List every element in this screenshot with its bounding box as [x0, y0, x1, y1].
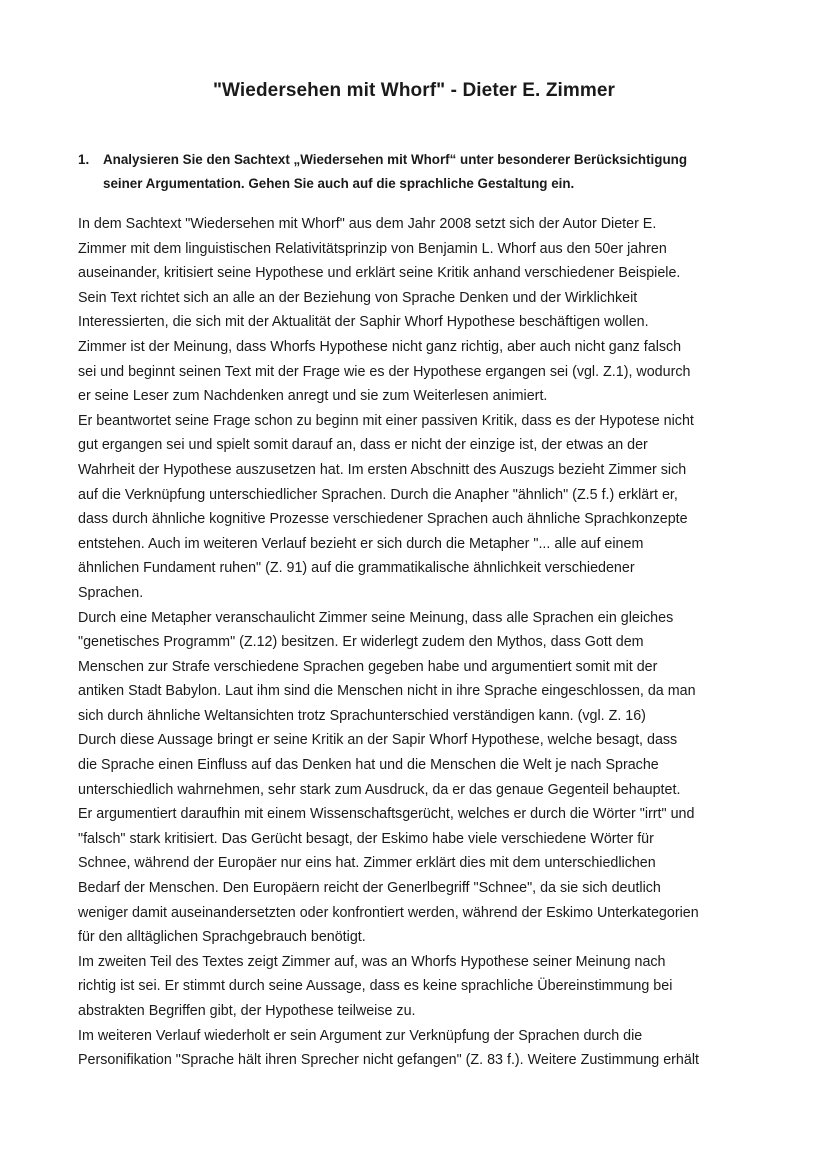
body-line: entstehen. Auch im weiteren Verlauf bezieht er sich durch die Metapher "... alle auf einem — [78, 535, 644, 552]
body-line: er seine Leser zum Nachdenken anregt und sie zum Weiterlesen animiert. — [78, 388, 548, 405]
body-line: sei und beginnt seinen Text mit der Frage wie es der Hypothese ergangen sei (vgl. Z.1), wodurch — [78, 363, 691, 380]
body-line: Im weiteren Verlauf wiederholt er sein Argument zur Verknüpfung der Sprachen durch die — [78, 1027, 643, 1044]
body-line: "genetisches Programm" (Z.12) besitzen. Er widerlegt zudem den Mythos, dass Gott dem — [78, 634, 644, 651]
body-line: Durch diese Aussage bringt er seine Kritik an der Sapir Whorf Hypothese, welche besagt, dass — [78, 732, 678, 749]
body-line: Menschen zur Strafe verschiedene Sprachen gegeben habe und argumentiert somit mit der — [78, 658, 658, 675]
body-line: auf die Verknüpfung unterschiedlicher Sprachen. Durch die Anapher "ähnlich" (Z.5 f.) erklärt er, — [78, 486, 678, 503]
body-line: Im zweiten Teil des Textes zeigt Zimmer auf, was an Whorfs Hypothese seiner Meinung nach — [78, 953, 666, 970]
body-line: unterschiedlich wahrnehmen, sehr stark zum Ausdruck, da er das genaue Gegenteil behauptet. — [78, 781, 681, 798]
body-line: Sprachen. — [78, 584, 144, 601]
body-line: Wahrheit der Hypothese auszusetzen hat. Im ersten Abschnitt des Auszugs bezieht Zimmer sich — [78, 461, 687, 478]
body-line: Er argumentiert daraufhin mit einem Wissenschaftsgerücht, welches er durch die Wörter "irrt" und — [78, 806, 695, 823]
body-line: weniger damit auseinandersetzten oder konfrontiert werden, während der Eskimo Unterkategorien — [78, 904, 699, 921]
task-line-1: Analysieren Sie den Sachtext „Wiedersehen mit Whorf“ unter besonderer Berücksichtigung — [103, 152, 687, 167]
body-line: Interessierten, die sich mit der Aktualität der Saphir Whorf Hypothese beschäftigen wollen. — [78, 314, 649, 331]
body-line: abstrakten Begriffen gibt, der Hypothese teilweise zu. — [78, 1003, 416, 1019]
body-line: gut ergangen sei und spielt somit darauf an, dass er nicht der einzige ist, der etwas an der — [78, 437, 648, 454]
body-text — [78, 212, 758, 1073]
document-title: "Wiedersehen mit Whorf" - Dieter E. Zimmer — [212, 80, 616, 101]
body-line: In dem Sachtext "Wiedersehen mit Whorf" aus dem Jahr 2008 setzt sich der Autor Dieter E. — [78, 216, 657, 232]
body-line: für den alltäglichen Sprachgebrauch benötigt. — [78, 929, 366, 946]
body-line: Zimmer ist der Meinung, dass Whorfs Hypothese nicht ganz richtig, aber auch nicht ganz falsch — [78, 338, 682, 355]
body-line: Durch eine Metapher veranschaulicht Zimmer seine Meinung, dass alle Sprachen ein gleiches — [78, 609, 674, 626]
body-line: Sein Text richtet sich an alle an der Beziehung von Sprache Denken und der Wirklichkeit — [78, 289, 638, 306]
task-number: 1. — [78, 152, 90, 167]
body-line: Schnee, während der Europäer nur eins hat. Zimmer erklärt dies mit dem unterschiedlichen — [78, 855, 656, 872]
body-line: ähnlichen Fundament ruhen" (Z. 91) auf die grammatikalische ähnlichkeit verschiedener — [78, 560, 635, 577]
body-line: "falsch" stark kritisiert. Das Gerücht besagt, der Eskimo habe viele verschiedene Wörter für — [78, 830, 654, 847]
body-line: antiken Stadt Babylon. Laut ihm sind die Menschen nicht in ihre Sprache eingeschlossen, da man — [78, 683, 696, 700]
body-line: Er beantwortet seine Frage schon zu beginn mit einer passiven Kritik, dass es der Hypotese nicht — [78, 412, 694, 429]
body-line: Bedarf der Menschen. Den Europäern reicht der Generlbegriff "Schnee", da sie sich deutlich — [78, 880, 661, 897]
body-line: die Sprache einen Einfluss auf das Denken hat und die Menschen die Welt je nach Sprache — [78, 757, 659, 774]
body-line: Personifikation "Sprache hält ihren Sprecher nicht gefangen" (Z. 83 f.). Weitere Zustimmung erhält — [78, 1052, 699, 1069]
body-line: dass durch ähnliche kognitive Prozesse verschiedener Sprachen auch ähnliche Sprachkonzepte — [78, 511, 688, 528]
body-line: Zimmer mit dem linguistischen Relativitätsprinzip von Benjamin L. Whorf aus den 50er jahren — [78, 240, 667, 257]
body-line: auseinander, kritisiert seine Hypothese und erklärt seine Kritik anhand verschiedener Beispiele. — [78, 265, 681, 282]
task-block — [78, 148, 758, 196]
task-line-2: seiner Argumentation. Gehen Sie auch auf die sprachliche Gestaltung ein. — [103, 176, 575, 191]
body-line: richtig ist sei. Er stimmt durch seine Aussage, dass es keine sprachliche Übereinstimmung bei — [78, 978, 673, 995]
body-line: sich durch ähnliche Weltansichten trotz Sprachunterschied verständigen kann. (vgl. Z. 16) — [78, 707, 646, 724]
